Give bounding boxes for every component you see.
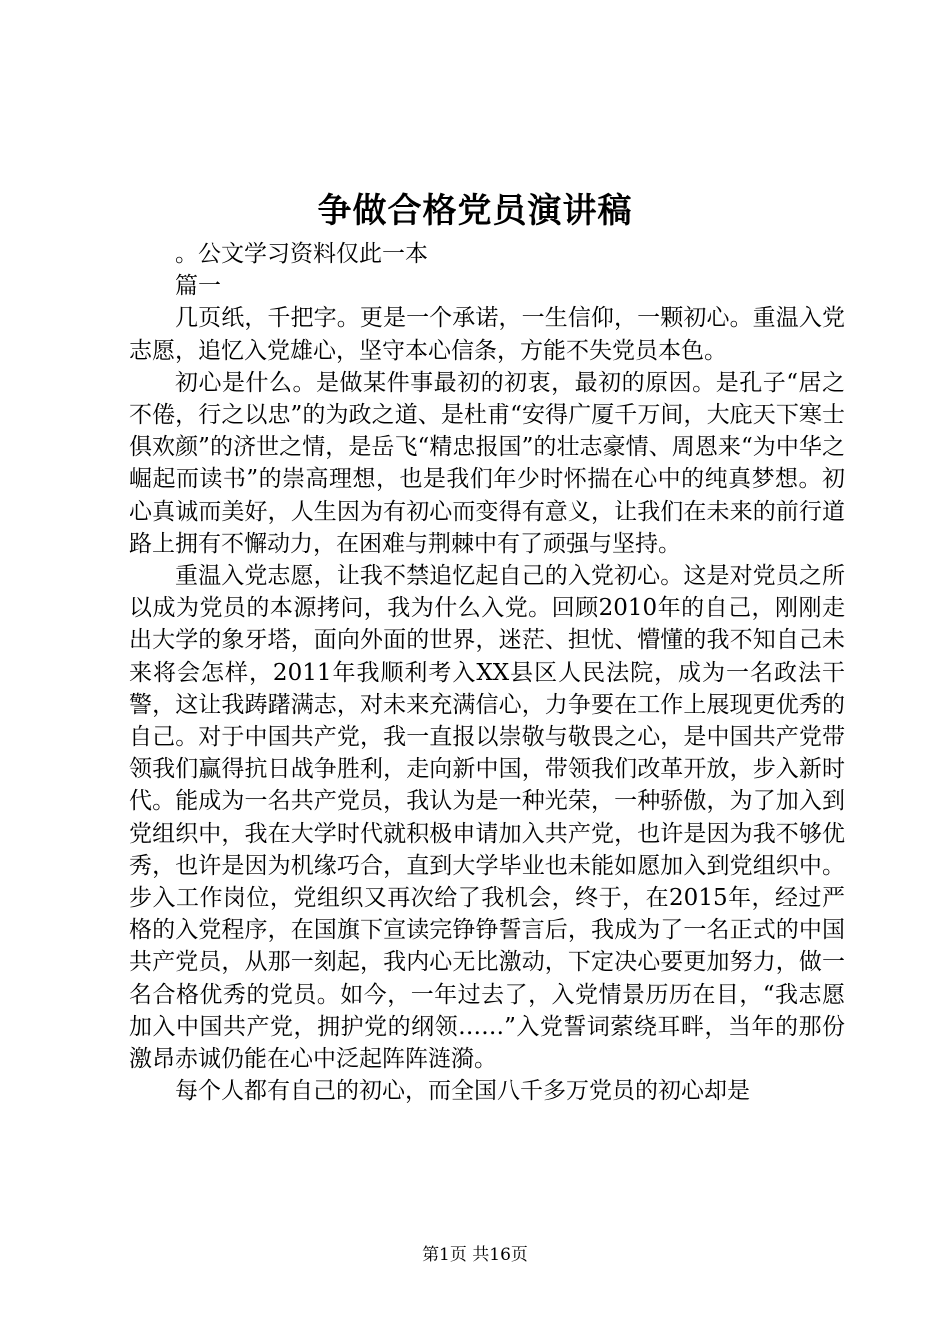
paragraph-3: 重温入党志愿，让我不禁追忆起自己的入党初心。这是对党员之所以成为党员的本源拷问，我为什么入党。回顾2010年的自己，刚刚走出大学的象牙塔，面向外面的世界，迷茫、担忧、懵懂的我不知自己未来将会怎样，2011年我顺利考入XX县区人民法院，成为一名政法干警，这让我踌躇满志，对未来充满信心，力争要在工作上展现更优秀的自己。对于中国共产党，我一直报以崇敬与敬畏之心，是中国共产党带领我们赢得抗日战争胜利，走向新中国，带领我们改革开放，步入新时代。能成为一名共产党员，我认为是一种光荣，一种骄傲，为了加入到党组织中，我在大学时代就积极申请加入共产党，也许是因为我不够优秀，也许是因为机缘巧合，直到大学毕业也未能如愿加入到党组织中。步入工作岗位，党组织又再次给了我机会，终于，在2015年，经过严格的入党程序，在国旗下宣读完铮铮誓言后，我成为了一名正式的中国共产党员，从那一刻起，我内心无比激动，下定决心要更加努力，做一名合格优秀的党员。如今，一年过去了，入党情景历历在目，“我志愿加入中国共产党，拥护党的纲领……”入党誓词萦绕耳畔，当年的那份激昂赤诚仍能在心中泛起阵阵涟漪。 xyxy=(129,563,845,1073)
document-title: 争做合格党员演讲稿 xyxy=(317,191,633,231)
paragraph-1: 几页纸，千把字。更是一个承诺，一生信仰，一颗初心。重温入党志愿，追忆入党雄心，坚守本心信条，方能不失党员本色。 xyxy=(129,305,845,364)
paragraph-section-heading: 篇一 xyxy=(175,273,221,300)
paragraph-note: 。公文学习资料仅此一本 xyxy=(175,241,428,267)
document-body xyxy=(129,238,845,1107)
page-number-footer: 第1页 共16页 xyxy=(422,1245,528,1265)
paragraph-2: 初心是什么。是做某件事最初的初衷，最初的原因。是孔子“居之不倦，行之以忠”的为政之道、是杜甫“安得广厦千万间，大庇天下寒士俱欢颜”的济世之情，是岳飞“精忠报国”的壮志豪情、周恩来“为中华之崛起而读书”的崇高理想，也是我们年少时怀揣在心中的纯真梦想。初心真诚而美好，人生因为有初心而变得有意义，让我们在未来的前行道路上拥有不懈动力，在困难与荆棘中有了顽强与坚持。 xyxy=(129,369,845,557)
paragraph-4: 每个人都有自己的初心，而全国八千多万党员的初心却是 xyxy=(175,1078,750,1105)
